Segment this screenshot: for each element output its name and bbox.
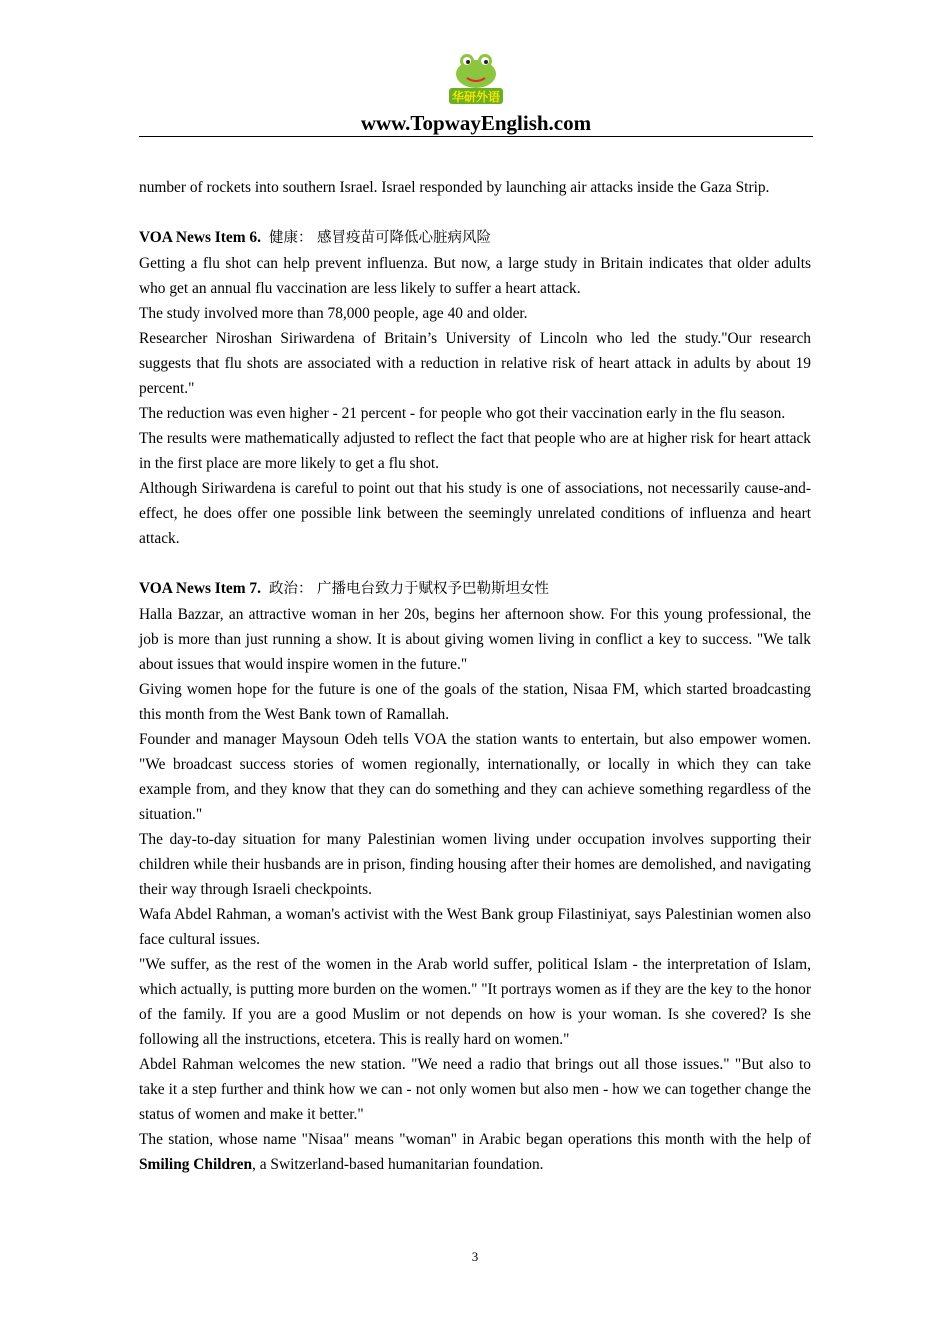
item6-paragraph: Although Siriwardena is careful to point out that his study is one of associations, not necessarily cause-and-effect, he does offer one possible link between the seemingly unrelated conditions of influenza and heart attack. <box>139 480 811 547</box>
last-paragraph-before: The station, whose name "Nisaa" means "woman" in Arabic began operations this month with the help of <box>139 1131 811 1148</box>
last-paragraph-after: , a Switzerland-based humanitarian foundation. <box>252 1156 544 1173</box>
item7-last-paragraph <box>139 1127 811 1177</box>
page-header <box>139 50 813 138</box>
item7-paragraph: Wafa Abdel Rahman, a woman's activist with the West Bank group Filastiniyat, says Palestinian women also face cultural issues. <box>139 906 811 948</box>
frog-logo-icon <box>445 50 507 106</box>
item6-paragraph: Researcher Niroshan Siriwardena of Britain’s University of Lincoln who led the study."Our research suggests that flu shots are associated with a reduction in relative risk of heart attack in adults by about 19 percent." <box>139 330 811 397</box>
item6-heading-en: VOA News Item 6. <box>139 229 261 246</box>
item6-paragraph: The results were mathematically adjusted to reflect the fact that people who are at higher risk for heart attack in the first place are more likely to get a flu shot. <box>139 430 811 472</box>
item6-paragraph: The reduction was even higher - 21 percent - for people who got their vaccination early in the flu season. <box>139 405 786 422</box>
item7-heading-en: VOA News Item 7. <box>139 580 261 597</box>
item7-heading <box>139 576 811 602</box>
page-number: 3 <box>471 1249 479 1264</box>
item6-paragraph: Getting a flu shot can help prevent influenza. But now, a large study in Britain indicates that older adults who get an annual flu vaccination are less likely to suffer a heart attack. <box>139 255 811 297</box>
item6-heading <box>139 225 811 251</box>
site-url: www.TopwayEnglish.com <box>360 111 592 135</box>
intro-continuation: number of rockets into southern Israel. Israel responded by launching air attacks inside the Gaza Strip. <box>139 179 770 196</box>
item7-heading-cn: 政治： 广播电台致力于赋权予巴勒斯坦女性 <box>268 581 550 597</box>
item7-paragraph: Giving women hope for the future is one of the goals of the station, Nisaa FM, which started broadcasting this month from the West Bank town of Ramallah. <box>139 681 811 723</box>
item7-paragraph: The day-to-day situation for many Palestinian women living under occupation involves supporting their children while their husbands are in prison, finding housing after their homes are demolished, and navigating their way through Israeli checkpoints. <box>139 831 811 898</box>
item6-paragraph: The study involved more than 78,000 people, age 40 and older. <box>139 305 528 322</box>
item7-paragraph: "We suffer, as the rest of the women in the Arab world suffer, political Islam - the interpretation of Islam, which actually, is putting more burden on the women." "It portrays women as if they are the key to the honor of the family. If you are a good Muslim or not depends on how is your woman. Is she covered? Is she following all the instructions, etcetera. This is really hard on women." <box>139 956 811 1048</box>
organization-name: Smiling Children <box>139 1156 253 1173</box>
header-divider <box>139 136 813 137</box>
logo-text: 华研外语 <box>451 90 501 104</box>
item7-paragraph: Abdel Rahman welcomes the new station. "We need a radio that brings out all those issues." "But also to take it a step further and think how we can - not only women but also men - how we can together change the status of women and make it better." <box>139 1056 811 1123</box>
document-body <box>139 175 811 1177</box>
item7-paragraph: Halla Bazzar, an attractive woman in her 20s, begins her afternoon show. For this young professional, the job is more than just running a show. It is about giving women living in conflict a key to success. "We talk about issues that would inspire women in the future." <box>139 606 811 673</box>
item7-paragraph: Founder and manager Maysoun Odeh tells VOA the station wants to entertain, but also empower women. "We broadcast success stories of women regionally, internationally, or locally in which they can take example from, and they know that they can do something and they can achieve something regardless of the situation." <box>139 731 811 823</box>
item6-heading-cn: 健康： 感冒疫苗可降低心脏病风险 <box>268 230 492 246</box>
